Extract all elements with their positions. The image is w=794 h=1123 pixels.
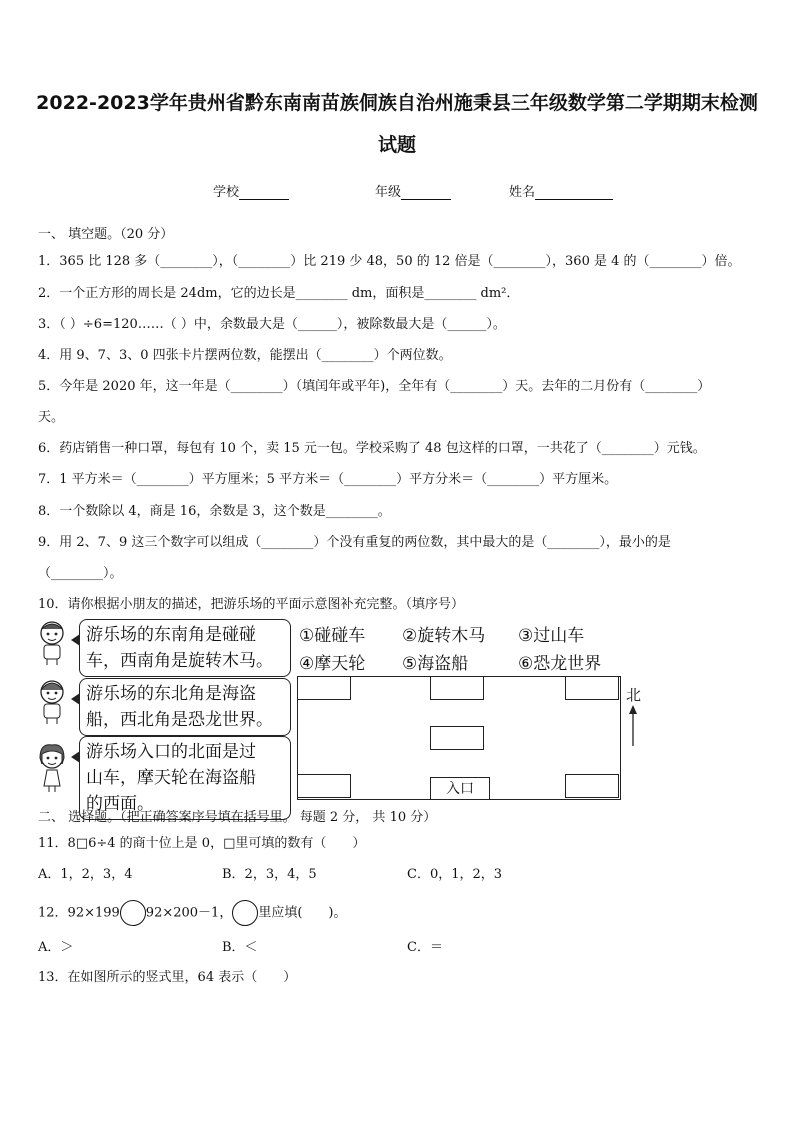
section1-title: 一、 填空题。（20 分） [38, 227, 174, 242]
question-12-part2: 92×200－1， [145, 905, 233, 921]
map-slot-center[interactable] [430, 726, 484, 750]
bubble-2-line2: 船，西北角是恐龙世界。 [86, 710, 273, 730]
question-5-line1: 5．今年是 2020 年，这一年是（________）（填闰年或平年)，全年有（________）天。去年的二月份有（________） [38, 379, 711, 394]
school-label: 学校 [213, 185, 240, 200]
park-map [297, 676, 621, 800]
bubble-3-line2: 山车，摩天轮在海盗船 [86, 768, 256, 788]
question-12-part3: 里应填( )。 [258, 905, 347, 921]
bubble-1-line2: 车，西南角是旋转木马。 [86, 651, 273, 671]
map-slot-northeast[interactable] [565, 676, 619, 700]
map-slot-north-center[interactable] [430, 676, 484, 700]
question-12-option-a: A．＞ [38, 940, 74, 955]
school-blank[interactable] [239, 185, 289, 200]
map-slot-southwest[interactable] [297, 774, 351, 798]
question-12-part1: 12．92×199 [38, 905, 120, 921]
question-9-line1: 9．用 2、7、9 这三个数字可以组成（________）个没有重复的两位数，其中最大的是（________），最小的是 [38, 535, 671, 550]
question-1: 1．365 比 128 多（________），（________）比 219 少 48，50 的 12 倍是（________），360 是 4 的（________）倍。 [38, 254, 741, 269]
question-12-option-b: B．＜ [222, 940, 258, 955]
bubble-3-line1: 游乐场入口的北面是过 [86, 742, 256, 762]
bubble-2-line1: 游乐场的东北角是海盗 [86, 684, 256, 704]
map-slot-southeast[interactable] [565, 774, 619, 798]
question-6: 6．药店销售一种口罩，每包有 10 个，卖 15 元一包。学校采购了 48 包这样的口罩，一共花了（________）元钱。 [38, 441, 706, 456]
child-3-illustration [36, 742, 70, 792]
child-1-illustration [36, 619, 70, 665]
question-9-line2: （________）。 [38, 566, 123, 581]
answer-circle-ref [232, 900, 258, 926]
question-12 [38, 900, 346, 926]
question-3: 3．（ ）÷6=120……（ ）中，余数最大是（______），被除数最大是（______）。 [38, 317, 506, 332]
entrance-label: 入口 [430, 777, 490, 799]
bubble-1-line1: 游乐场的东南角是碰碰 [86, 625, 256, 645]
section2-title: 二、 选择题。（把正确答案序号填在括号里。 每题 2 分， 共 10 分） [38, 810, 437, 825]
speech-bubble-2 [79, 678, 291, 736]
question-12-option-c: C．＝ [407, 940, 443, 955]
option-1: ①碰碰车 [299, 626, 366, 646]
north-label: 北 [626, 686, 642, 704]
speech-bubble-1 [79, 619, 291, 677]
name-field [509, 181, 613, 200]
option-4: ④摩天轮 [299, 654, 366, 674]
question-11-option-b: B．2，3，4，5 [222, 867, 317, 882]
exam-title-line2: 试题 [377, 134, 416, 156]
grade-blank[interactable] [401, 185, 451, 200]
question-11-option-a: A．1，2，3，4 [38, 867, 133, 882]
question-7: 7．1 平方米＝（________）平方厘米；5 平方米＝（________）平方分米＝（________）平方厘米。 [38, 472, 618, 487]
name-blank[interactable] [535, 185, 613, 200]
option-2: ②旋转木马 [402, 626, 486, 646]
question-8: 8．一个数除以 4，商是 16，余数是 3，这个数是________。 [38, 504, 391, 519]
bubble-3-line3: 的西面。 [86, 794, 154, 814]
question-10: 10．请你根据小朋友的描述，把游乐场的平面示意图补充完整。（填序号） [38, 597, 465, 612]
name-label: 姓名 [509, 185, 536, 200]
option-3: ③过山车 [518, 626, 585, 646]
map-slot-northwest[interactable] [297, 676, 351, 700]
option-6: ⑥恐龙世界 [518, 654, 602, 674]
question-11-option-c: C．0，1，2，3 [407, 867, 503, 882]
north-arrow-icon [627, 704, 639, 746]
exam-title-line1: 2022-2023学年贵州省黔东南南苗族侗族自治州施秉县三年级数学第二学期期末检测 [36, 92, 758, 114]
child-2-illustration [36, 678, 70, 724]
grade-field [375, 181, 451, 200]
grade-label: 年级 [375, 185, 402, 200]
answer-circle[interactable] [120, 900, 146, 926]
question-2: 2．一个正方形的周长是 24dm，它的边长是________ dm，面积是________ dm²． [38, 286, 520, 301]
question-11: 11．8□6÷4 的商十位上是 0，□里可填的数有（ ） [38, 836, 366, 851]
question-13: 13．在如图所示的竖式里，64 表示（ ） [38, 970, 297, 985]
school-field [213, 181, 289, 200]
question-4: 4．用 9、7、3、0 四张卡片摆两位数，能摆出（________）个两位数。 [38, 348, 452, 363]
option-5: ⑤海盗船 [402, 654, 469, 674]
question-5-line2: 天。 [38, 410, 65, 425]
